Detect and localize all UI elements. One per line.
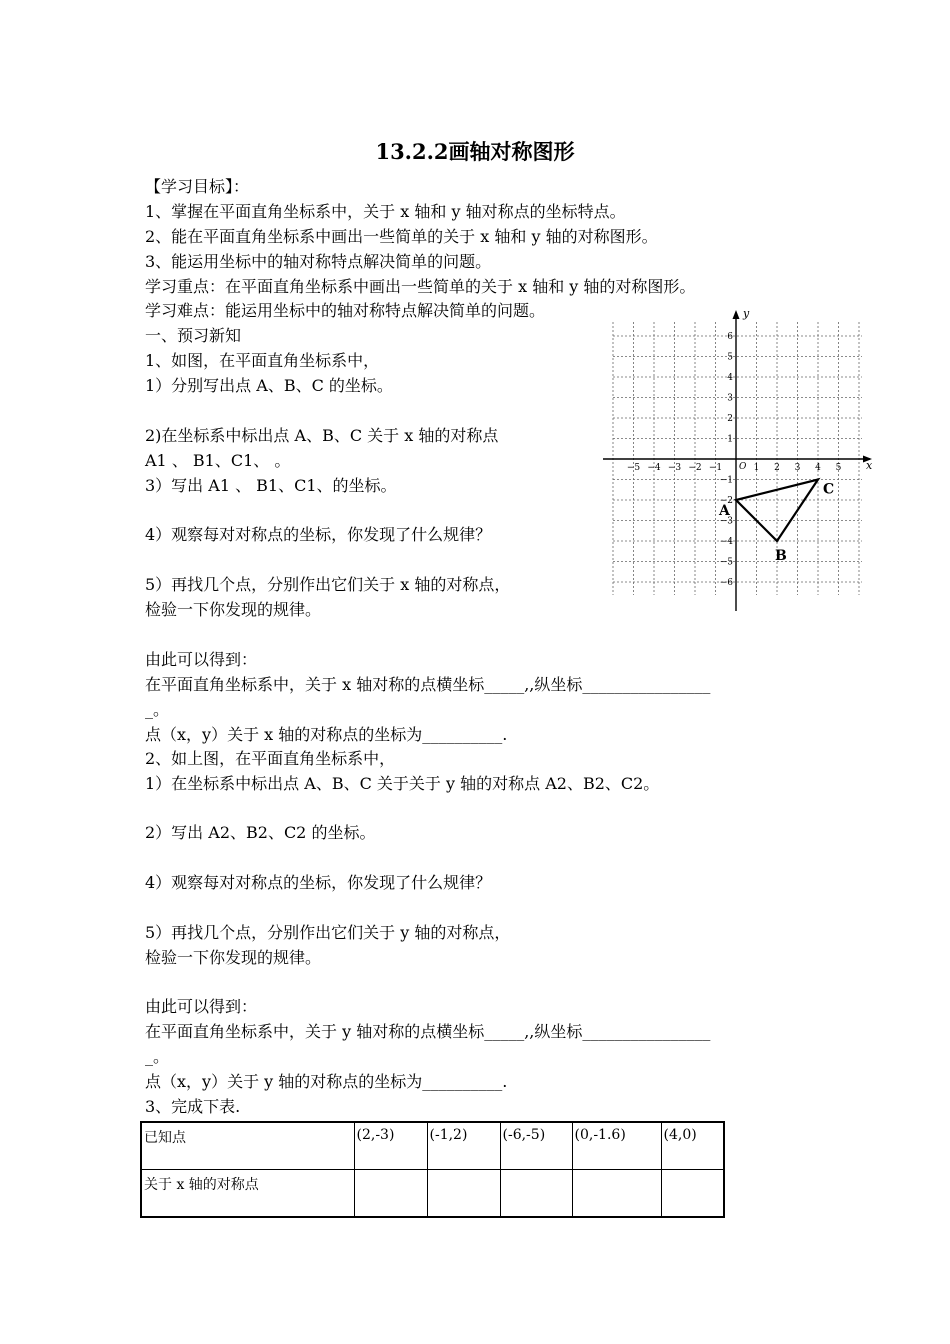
text-line: 5）再找几个点，分别作出它们关于 y 轴的对称点， xyxy=(145,923,511,942)
origin-label: O xyxy=(739,462,747,472)
x-tick-label: −4 xyxy=(647,463,661,473)
text-line: 学习重点：在平面直角坐标系中画出一些简单的关于 x 轴和 y 轴的对称图形。 xyxy=(145,277,696,296)
table-cell: (-1,2) xyxy=(427,1122,500,1170)
text-line: 5）再找几个点，分别作出它们关于 x 轴的对称点， xyxy=(145,575,511,594)
page-title: 13.2.2画轴对称图形 xyxy=(375,139,575,164)
text-line: 点（x，y）关于 x 轴的对称点的坐标为__________. xyxy=(145,725,508,744)
text-line: 检验一下你发现的规律。 xyxy=(145,948,322,967)
x-tick-label: −5 xyxy=(626,463,641,473)
text-line: 1）在坐标系中标出点 A、B、C 关于关于 y 轴的对称点 A2、B2、C2。 xyxy=(145,774,660,793)
answer-cell[interactable] xyxy=(572,1170,661,1218)
y-tick-label: −4 xyxy=(719,537,733,547)
text-line: A1 、 B1、C1、 。 xyxy=(145,451,291,470)
text-line: 学习难点：能运用坐标中的轴对称特点解决简单的问题。 xyxy=(145,301,546,320)
text-line: _。 xyxy=(145,1047,170,1066)
y-tick-label: 6 xyxy=(727,332,733,342)
text-line: 2)在坐标系中标出点 A、B、C 关于 x 轴的对称点 xyxy=(145,426,499,445)
table-cell: (0,-1.6) xyxy=(572,1122,661,1170)
text-line: 2、如上图，在平面直角坐标系中， xyxy=(145,749,396,768)
tick-labels xyxy=(627,332,842,588)
y-tick-label: 4 xyxy=(727,373,733,383)
point-label-a: A xyxy=(719,503,730,519)
y-tick-label: 1 xyxy=(727,434,733,445)
table-header-cell: 已知点 xyxy=(141,1122,354,1170)
y-tick-label: −3 xyxy=(719,516,733,527)
section-heading: 一、预习新知 xyxy=(145,326,242,345)
text-line: 检验一下你发现的规律。 xyxy=(145,600,322,619)
x-axis-label: x xyxy=(866,459,873,472)
text-line: 由此可以得到： xyxy=(145,650,258,669)
y-tick-label: −6 xyxy=(719,578,733,588)
y-tick-label: −1 xyxy=(719,475,733,486)
answer-cell[interactable] xyxy=(427,1170,500,1218)
x-tick-label: 5 xyxy=(835,463,842,473)
text-line: 4）观察每对对称点的坐标，你发现了什么规律？ xyxy=(145,873,492,892)
y-tick-label: 5 xyxy=(727,352,733,363)
y-axis-label: y xyxy=(743,307,750,320)
answer-cell[interactable] xyxy=(354,1170,427,1218)
y-tick-label: 2 xyxy=(727,414,733,424)
y-tick-label: −2 xyxy=(719,496,733,506)
text-line: 2、能在平面直角坐标系中画出一些简单的关于 x 轴和 y 轴的对称图形。 xyxy=(145,227,658,246)
x-tick-label: 3 xyxy=(794,463,801,473)
y-tick-label: 3 xyxy=(727,393,733,404)
text-line: 在平面直角坐标系中，关于 y 轴对称的点横坐标_____,,纵坐标________________ xyxy=(145,1022,711,1041)
symmetry-table xyxy=(140,1121,725,1218)
table-row xyxy=(141,1122,724,1170)
text-line: 【学习目标】： xyxy=(145,177,250,196)
text-line: 在平面直角坐标系中，关于 x 轴对称的点横坐标_____,,纵坐标________________ xyxy=(145,675,711,694)
text-line: 1）分别写出点 A、B、C 的坐标。 xyxy=(145,376,393,395)
coordinate-graph xyxy=(600,305,875,615)
text-line: 4）观察每对对称点的坐标，你发现了什么规律？ xyxy=(145,525,492,544)
y-axis-arrow xyxy=(733,310,740,319)
text-line: 3、完成下表. xyxy=(145,1097,241,1116)
text-line: 2）写出 A2、B2、C2 的坐标。 xyxy=(145,823,376,842)
text-line: 1、如图，在平面直角坐标系中， xyxy=(145,351,380,370)
x-tick-label: 1 xyxy=(753,463,760,473)
text-line: 1、掌握在平面直角坐标系中，关于 x 轴和 y 轴对称点的坐标特点。 xyxy=(145,202,626,221)
x-tick-label: −2 xyxy=(688,463,702,473)
x-tick-label: 4 xyxy=(815,463,821,473)
text-line: 由此可以得到： xyxy=(145,997,258,1016)
y-tick-label: −5 xyxy=(719,557,733,568)
point-label-b: B xyxy=(775,548,787,564)
x-tick-label: −1 xyxy=(708,463,723,473)
table-row xyxy=(141,1170,724,1218)
table-cell: (-6,-5) xyxy=(500,1122,572,1170)
table-cell: (4,0) xyxy=(661,1122,724,1170)
answer-cell[interactable] xyxy=(661,1170,724,1218)
x-tick-label: 2 xyxy=(774,463,780,473)
text-line: 点（x，y）关于 y 轴的对称点的坐标为__________. xyxy=(145,1072,508,1091)
answer-cell[interactable] xyxy=(500,1170,572,1218)
table-header-cell: 关于 x 轴的对称点 xyxy=(141,1170,354,1218)
text-line: 3、能运用坐标中的轴对称特点解决简单的问题。 xyxy=(145,252,492,271)
x-tick-label: −3 xyxy=(667,463,682,473)
text-line: 3）写出 A1 、 B1、C1、的坐标。 xyxy=(145,476,397,495)
point-label-c: C xyxy=(823,481,835,498)
text-line: _。 xyxy=(145,700,170,719)
table-cell: (2,-3) xyxy=(354,1122,427,1170)
